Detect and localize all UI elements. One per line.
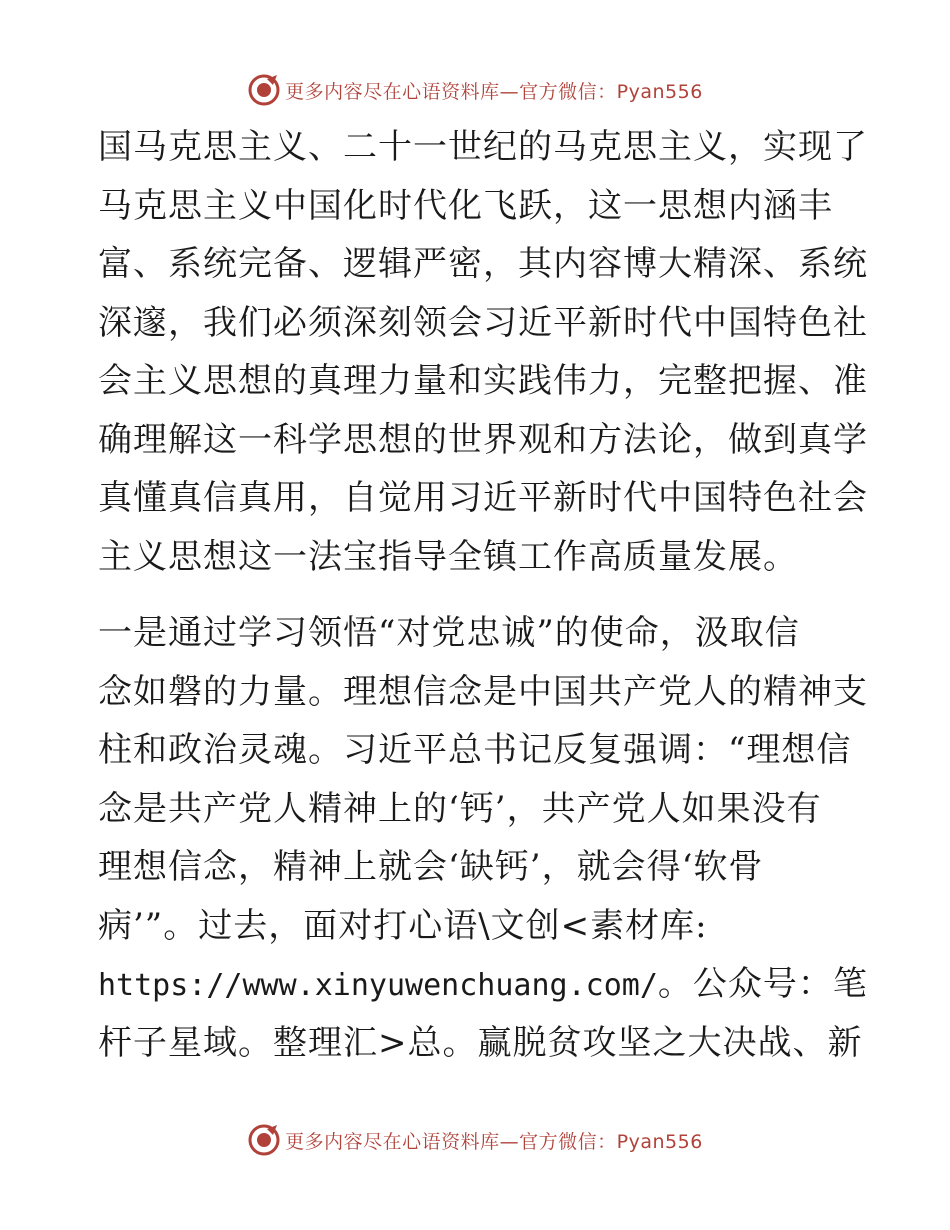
text-line: 一是通过学习领悟“对党忠诚”的使命，汲取信 (98, 613, 800, 653)
text-line: 真懂真信真用，自觉用习近平新时代中国特色社会 (98, 478, 868, 518)
text-line: 念是共产党人精神上的‘钙’，共产党人如果没有 (98, 788, 822, 829)
text-line: 病’”。过去，面对打心语\文创<素材库: (98, 905, 708, 946)
text-line: 柱和政治灵魂。习近平总书记反复强调：“理想信 (98, 730, 852, 770)
text-line: 富、系统完备、逻辑严密，其内容博大精深、系统 (98, 244, 868, 284)
url-line-suffix: 。公众号：笔 (657, 964, 868, 1004)
text-line: 理想信念，精神上就会‘缺钙’，就会得‘软骨 (98, 847, 764, 887)
brand-logo-icon (247, 1123, 281, 1157)
text-line: 念如磐的力量。理想信念是中国共产党人的精神支 (98, 671, 868, 712)
text-line: 主义思想这一法宝指导全镇工作高质量发展。 (98, 536, 798, 577)
paragraph-1 (98, 118, 868, 586)
footer-watermark-banner (0, 1120, 950, 1160)
paragraph-2 (98, 604, 868, 1072)
url-line (98, 955, 868, 1014)
text-line: 马克思主义中国化时代化飞跃，这一思想内涵丰 (98, 185, 833, 226)
footer-banner-text: 更多内容尽在心语资料库—官方微信：Pyan556 (285, 1130, 703, 1153)
brand-logo-icon (247, 73, 281, 107)
text-line: 确理解这一科学思想的世界观和方法论，做到真学 (98, 419, 868, 460)
header-watermark-banner (0, 70, 950, 110)
text-line: 会主义思想的真理力量和实践伟力，完整把握、准 (98, 361, 868, 401)
text-line: 国马克思主义、二十一世纪的马克思主义，实现了 (98, 127, 868, 167)
document-body (98, 118, 868, 1072)
text-line: 深邃，我们必须深刻领会习近平新时代中国特色社 (98, 302, 868, 343)
text-line: 杆子星域。整理汇>总。赢脱贫攻坚之大决战、新 (98, 1022, 863, 1063)
source-url-link[interactable]: https://www.xinyuwenchuang.com/ (98, 968, 658, 1003)
paragraph-spacer (98, 586, 868, 604)
header-banner-text: 更多内容尽在心语资料库—官方微信：Pyan556 (285, 80, 703, 103)
